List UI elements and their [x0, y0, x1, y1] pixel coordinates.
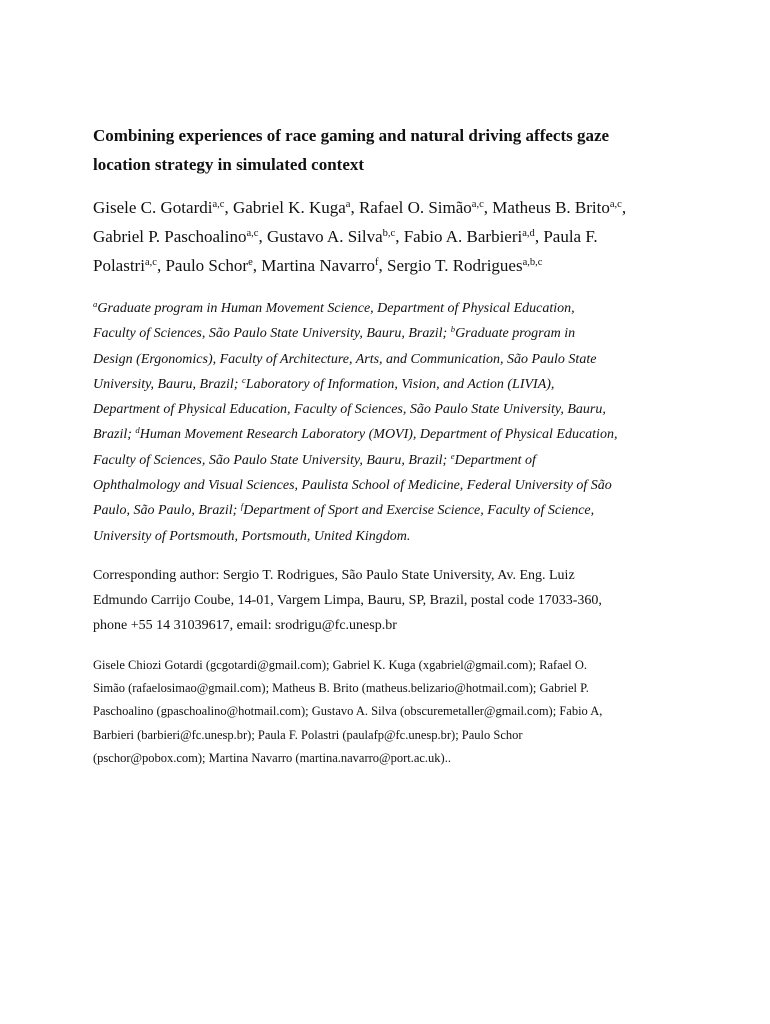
- author-separator: ,: [378, 256, 388, 275]
- author-line: [93, 193, 683, 222]
- author-separator: ,: [395, 227, 404, 246]
- corresponding-line: Corresponding author: Sergio T. Rodrigues, São Paulo State University, Av. Eng. Luiz: [93, 568, 575, 583]
- author-affiliation-mark: f: [375, 257, 379, 269]
- affiliation-text: University, Bauru, Brazil;: [93, 376, 242, 392]
- author-line: [93, 251, 683, 280]
- author-affiliation-mark: a,c: [246, 228, 259, 240]
- email-line: Barbieri (barbieri@fc.unesp.br); Paula F. Polastri (paulafp@fc.unesp.br); Paulo Schor: [93, 727, 523, 742]
- affiliation-text: Laboratory of Information, Vision, and Action (LIVIA),: [245, 376, 555, 392]
- author-name: Gabriel P. Paschoalino: [93, 227, 247, 246]
- author-separator: ,: [156, 256, 166, 275]
- author-affiliation-mark: a,c: [212, 199, 225, 211]
- affiliation-line: Design (Ergonomics), Faculty of Architecture, Arts, and Communication, São Paulo State: [93, 351, 597, 367]
- corresponding-author: [93, 563, 683, 638]
- author-separator: ,: [258, 227, 267, 246]
- author-name: Gustavo A. Silva: [266, 227, 383, 246]
- affiliation-line: [93, 422, 683, 447]
- author-separator: ,: [350, 198, 359, 217]
- affiliation-text: Brazil;: [93, 427, 136, 443]
- author-name-part: Paula F.: [543, 227, 598, 246]
- author-affiliation-mark: e: [248, 257, 253, 269]
- author-name: Sergio T. Rodrigues: [387, 256, 523, 275]
- affiliation-mark: c: [241, 375, 246, 386]
- affiliation-mark: e: [450, 451, 455, 462]
- author-affiliation-mark: a,d: [522, 228, 535, 240]
- affiliation-line: [93, 448, 683, 473]
- affiliation-line: University of Portsmouth, Portsmouth, United Kingdom.: [93, 528, 411, 544]
- author-name: Fabio A. Barbieri: [403, 227, 523, 246]
- author-list: [93, 193, 683, 280]
- affiliation-mark: f: [240, 501, 244, 512]
- affiliation-text: Human Movement Research Laboratory (MOVI), Department of Physical Education,: [139, 427, 618, 443]
- author-emails: [93, 654, 683, 770]
- affiliation-line: [93, 321, 683, 346]
- author-name: Matheus B. Brito: [492, 198, 610, 217]
- affiliation-text: Faculty of Sciences, São Paulo State University, Bauru, Brazil;: [93, 326, 451, 342]
- author-name: Gabriel K. Kuga: [232, 198, 346, 217]
- email-line: Gisele Chiozi Gotardi (gcgotardi@gmail.com); Gabriel K. Kuga (xgabriel@gmail.com); Rafael O.: [93, 658, 588, 672]
- author-affiliation-mark: b,c: [382, 228, 396, 240]
- affiliation-text: Paulo, São Paulo, Brazil;: [93, 503, 241, 519]
- affiliation-text: Graduate program in: [455, 326, 576, 342]
- corresponding-line: Edmundo Carrijo Coube, 14-01, Vargem Limpa, Bauru, SP, Brazil, postal code 17033-360,: [93, 593, 602, 608]
- author-separator: ,: [483, 198, 493, 217]
- author-name: Rafael O. Simão: [358, 198, 472, 217]
- author-separator: ,: [534, 227, 544, 246]
- affiliation-text: Department of Sport and Exercise Science, Faculty of Science,: [243, 503, 595, 519]
- email-line: Paschoalino (gpaschoalino@hotmail.com); Gustavo A. Silva (obscuremetaller@gmail.com); Fabio A,: [93, 704, 603, 719]
- affiliation-text: Graduate program in Human Movement Science, Department of Physical Education,: [97, 301, 575, 316]
- author-name-part: Polastri: [93, 256, 145, 275]
- affiliation-line: Ophthalmology and Visual Sciences, Paulista School of Medicine, Federal University of São: [93, 478, 612, 494]
- affiliation-text: Faculty of Sciences, São Paulo State University, Bauru, Brazil;: [93, 452, 451, 468]
- author-affiliation-mark: a,c: [471, 199, 484, 211]
- author-affiliation-mark: a: [345, 199, 351, 211]
- email-line: (pschor@pobox.com); Martina Navarro (martina.navarro@port.ac.uk)..: [93, 750, 451, 765]
- affiliation-line: [93, 372, 683, 397]
- author-name: Paulo Schor: [165, 256, 249, 275]
- author-name: Martina Navarro: [261, 256, 376, 275]
- affiliation-line: Department of Physical Education, Faculty of Sciences, São Paulo State University, Bauru,: [93, 402, 606, 418]
- author-separator: ,: [224, 198, 233, 217]
- author-affiliation-mark: a,c: [144, 257, 157, 269]
- affiliation-line: [93, 296, 683, 321]
- affiliations: [93, 296, 683, 549]
- paper-title: [93, 121, 683, 179]
- affiliation-mark: b: [450, 324, 456, 335]
- author-name: Gisele C. Gotardi: [93, 198, 213, 217]
- affiliation-mark: a: [93, 299, 98, 310]
- title-line: Combining experiences of race gaming and natural driving affects gaze: [93, 126, 610, 145]
- affiliation-text: Department of: [454, 452, 536, 468]
- email-line: Simão (rafaelosimao@gmail.com); Matheus B. Brito (matheus.belizario@hotmail.com); Gabriel P.: [93, 681, 589, 696]
- corresponding-line: phone +55 14 31039617, email: srodrigu@fc.unesp.br: [93, 618, 397, 633]
- title-line: location strategy in simulated context: [93, 155, 365, 174]
- affiliation-mark: d: [135, 425, 140, 436]
- author-affiliation-mark: a,b,c: [522, 257, 543, 269]
- author-separator: ,: [252, 256, 262, 275]
- author-line: [93, 222, 683, 251]
- affiliation-line: [93, 498, 683, 523]
- author-affiliation-mark: a,c: [609, 199, 622, 211]
- author-separator: ,: [621, 198, 627, 217]
